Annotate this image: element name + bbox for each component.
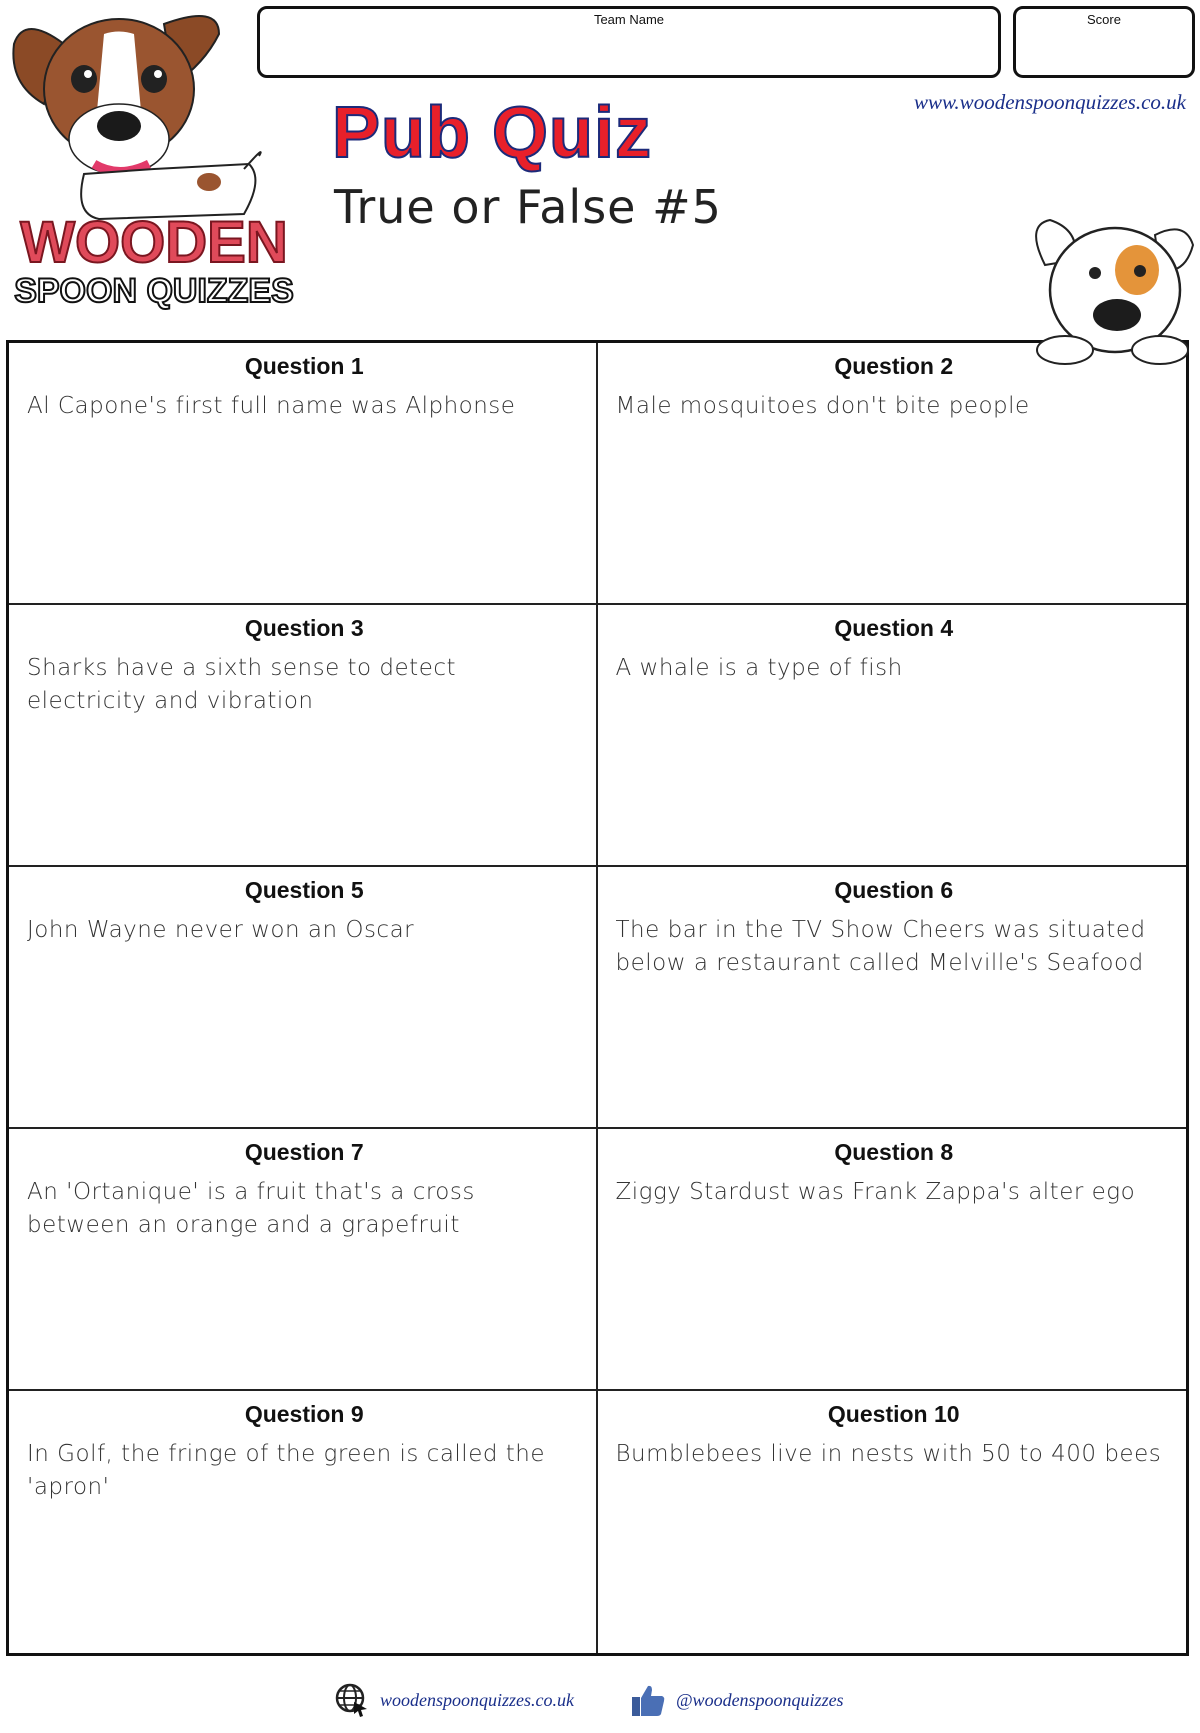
- question-text: John Wayne never won an Oscar: [27, 917, 415, 943]
- question-label: Question 10: [827, 1401, 960, 1427]
- question-text: The bar in the TV Show Cheers was situated below a restaurant called Melville's Seafood: [615, 917, 1146, 976]
- question-text: Ziggy Stardust was Frank Zappa's alter ego: [615, 1179, 1136, 1205]
- question-text: Sharks have a sixth sense to detect electricity and vibration: [27, 655, 457, 714]
- question-cell-7[interactable]: [9, 1129, 598, 1391]
- question-label: Question 4: [834, 615, 954, 641]
- question-grid: [6, 340, 1189, 1656]
- logo-text-spoon-quizzes: SPOON QUIZZES: [14, 272, 294, 310]
- question-label: Question 6: [834, 877, 954, 903]
- page-title: Pub Quiz: [332, 93, 652, 173]
- footer-website-text: woodenspoonquizzes.co.uk: [380, 1689, 574, 1710]
- globe-cursor-icon: [334, 1682, 370, 1718]
- question-cell-9[interactable]: [9, 1391, 598, 1653]
- page-subtitle: True or False #5: [334, 180, 722, 234]
- question-label: Question 5: [244, 877, 364, 903]
- score-label: Score: [1087, 12, 1121, 27]
- question-cell-6[interactable]: [598, 867, 1187, 1129]
- header-website-link[interactable]: www.woodenspoonquizzes.co.uk: [913, 90, 1186, 114]
- question-cell-5[interactable]: [9, 867, 598, 1129]
- question-text: A whale is a type of fish: [615, 655, 903, 681]
- question-label: Question 2: [834, 353, 954, 379]
- question-text: Bumblebees live in nests with 50 to 400 bees: [615, 1441, 1162, 1467]
- question-text: An 'Ortanique' is a fruit that's a cross between an orange and a grapefruit: [27, 1179, 475, 1238]
- thumbs-up-icon: [630, 1682, 666, 1718]
- question-cell-2[interactable]: [598, 343, 1187, 605]
- question-cell-1[interactable]: [9, 343, 598, 605]
- question-cell-3[interactable]: [9, 605, 598, 867]
- question-label: Question 9: [244, 1401, 364, 1427]
- footer-social-text: @woodenspoonquizzes: [676, 1689, 844, 1710]
- footer-website-link[interactable]: [334, 1682, 574, 1718]
- question-label: Question 8: [834, 1139, 954, 1165]
- peeking-dog-illustration: [1025, 205, 1195, 370]
- question-text: Male mosquitoes don't bite people: [615, 393, 1030, 419]
- question-cell-4[interactable]: [598, 605, 1187, 867]
- question-cell-8[interactable]: [598, 1129, 1187, 1391]
- footer: [0, 1682, 1200, 1722]
- footer-social-link[interactable]: [630, 1682, 844, 1718]
- question-cell-10[interactable]: [598, 1391, 1187, 1653]
- question-text: In Golf, the fringe of the green is called the 'apron': [27, 1441, 546, 1500]
- logo-text-wooden: WOODEN: [20, 210, 288, 275]
- team-name-label: Team Name: [593, 12, 665, 27]
- team-name-box[interactable]: [257, 6, 1001, 78]
- score-box[interactable]: [1013, 6, 1195, 78]
- question-label: Question 3: [244, 615, 364, 641]
- question-text: Al Capone's first full name was Alphonse: [27, 393, 516, 419]
- question-label: Question 7: [244, 1139, 364, 1165]
- question-label: Question 1: [244, 353, 364, 379]
